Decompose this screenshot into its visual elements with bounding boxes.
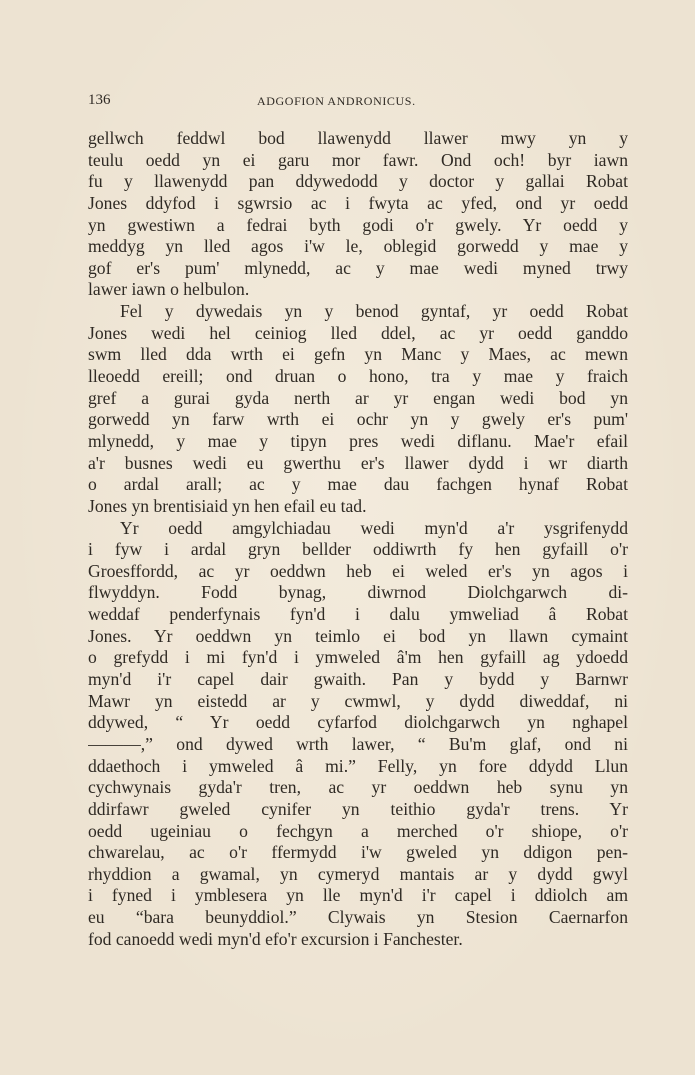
text-line: weddaf penderfynais fyn'd i dalu ymweliad â Robat: [88, 604, 628, 625]
text-line: mlynedd, y mae y tipyn pres wedi diflanu. Mae'r efail: [88, 430, 628, 451]
text-line: gellwch feddwl bod llawenydd llawer mwy yn y: [88, 128, 628, 148]
text-line: lawer iawn o helbulon.: [88, 279, 250, 300]
text-line: Jones wedi hel ceiniog lled ddel, ac yr oedd ganddo: [88, 322, 628, 343]
text-line: gorwedd yn farw wrth ei ochr yn y gwely er's pum': [88, 409, 628, 430]
text-line: i fyned i ymblesera yn lle myn'd i'r capel i ddiolch am: [88, 885, 628, 906]
text-line: cychwynais gyda'r tren, ac yr oeddwn heb synu yn: [88, 777, 628, 798]
text-line: ddaethoch i ymweled â mi.” Felly, yn fore ddydd Llun: [88, 755, 628, 776]
text-line: teulu oedd yn ei garu mor fawr. Ond och! byr iawn: [88, 149, 628, 170]
text-line: o ardal arall; ac y mae dau fachgen hynaf Robat: [88, 474, 628, 495]
text-line: a'r busnes wedi eu gwerthu er's llawer dydd i wr diarth: [88, 452, 628, 473]
text-line: fod canoedd wedi myn'd efo'r excursion i Fanchester.: [88, 928, 463, 949]
text-line: gof er's pum' mlynedd, ac y mae wedi myned trwy: [88, 257, 628, 278]
text-line: flwyddyn. Fodd bynag, diwrnod Diolchgarwch di-: [88, 582, 628, 603]
text-line: i fyw i ardal gryn bellder oddiwrth fy hen gyfaill o'r: [88, 539, 628, 560]
body-text: [88, 128, 628, 950]
text-line: Fel y dywedais yn y benod gyntaf, yr oedd Robat: [120, 301, 628, 322]
text-line: Jones. Yr oeddwn yn teimlo ei bod yn llawn cymaint: [88, 625, 628, 646]
text-line: lleoedd ereill; ond druan o hono, tra y mae y fraich: [88, 366, 628, 387]
text-line: rhyddion a gwamal, yn cymeryd mantais ar y dydd gwyl: [88, 863, 628, 884]
text-line: eu “bara beunyddiol.” Clywais yn Stesion Caernarfon: [88, 907, 628, 928]
text-line: ———,” ond dywed wrth lawer, “ Bu'm glaf, ond ni: [88, 733, 628, 754]
text-line: myn'd i'r capel dair gwaith. Pan y bydd y Barnwr: [88, 669, 628, 690]
text-line: chwarelau, ac o'r ffermydd i'w gweled yn ddigon pen-: [88, 842, 628, 863]
text-line: fu y llawenydd pan ddywedodd y doctor y gallai Robat: [88, 171, 628, 192]
running-title: ADGOFION ANDRONICUS.: [257, 94, 416, 108]
text-line: ddirfawr gweled cynifer yn teithio gyda'r trens. Yr: [88, 798, 628, 819]
text-line: Yr oedd amgylchiadau wedi myn'd a'r ysgrifenydd: [120, 517, 628, 538]
text-line: swm lled dda wrth ei gefn yn Manc y Maes, ac mewn: [88, 344, 628, 365]
text-line: Groesffordd, ac yr oeddwn heb ei weled er's yn agos i: [88, 560, 628, 581]
page-header: [88, 92, 628, 112]
text-line: o grefydd i mi fyn'd i ymweled â'm hen gyfaill ag ydoedd: [88, 647, 628, 668]
page-number: 136: [88, 92, 111, 108]
text-line: oedd ugeiniau o fechgyn a merched o'r shiope, o'r: [88, 820, 628, 841]
text-line: meddyg yn lled agos i'w le, oblegid gorwedd y mae y: [88, 236, 628, 257]
text-line: Jones yn brentisiaid yn hen efail eu tad.: [88, 495, 367, 516]
text-line: gref a gurai gyda nerth ar yr engan wedi bod yn: [88, 387, 628, 408]
text-line: ddywed, “ Yr oedd cyfarfod diolchgarwch yn nghapel: [88, 712, 628, 733]
text-line: yn gwestiwn a fedrai byth godi o'r gwely. Yr oedd y: [88, 214, 628, 235]
text-line: Jones ddyfod i sgwrsio ac i fwyta ac yfed, ond yr oedd: [88, 192, 628, 213]
text-line: Mawr yn eistedd ar y cwmwl, y dydd diweddaf, ni: [88, 690, 628, 711]
